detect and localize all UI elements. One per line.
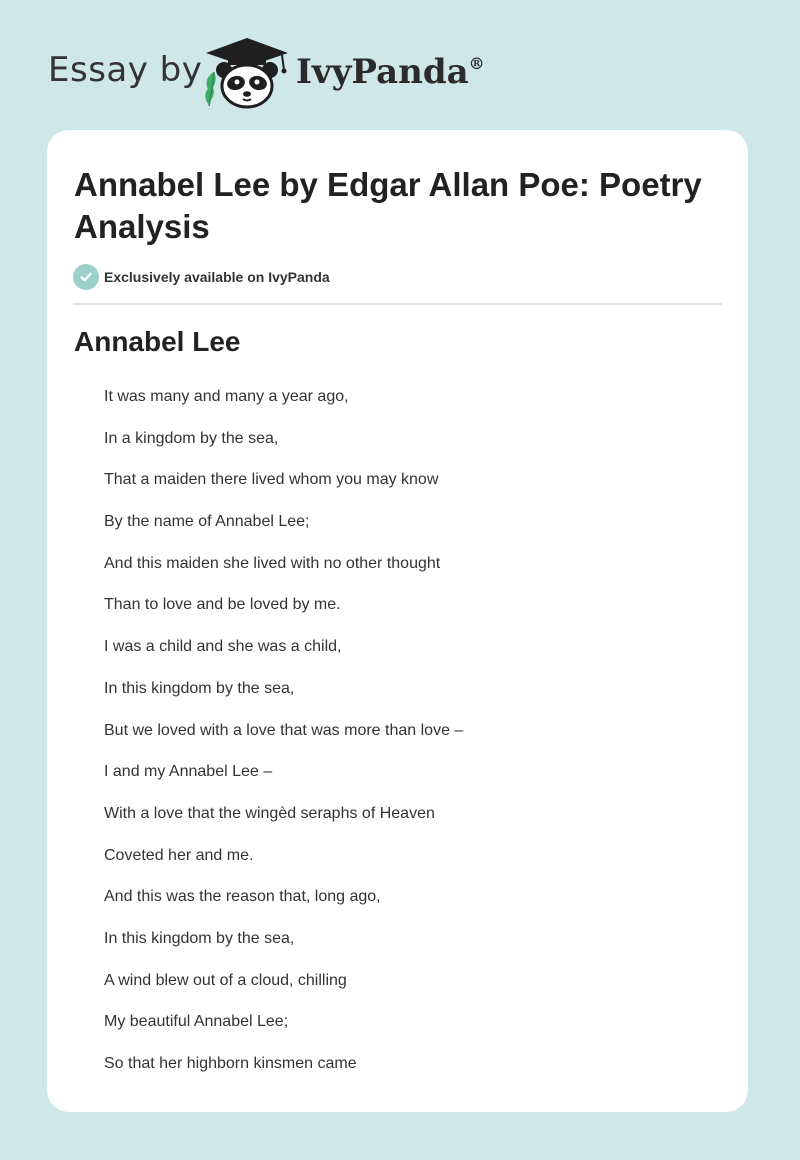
- poem-line: But we loved with a love that was more than love –: [104, 721, 464, 739]
- poem-line: My beautiful Annabel Lee;: [104, 1013, 289, 1031]
- poem-line: In this kingdom by the sea,: [104, 929, 295, 947]
- essay-by-label: Essay by: [48, 50, 203, 90]
- poem-line: And this was the reason that, long ago,: [104, 888, 381, 906]
- poem-line: In a kingdom by the sea,: [104, 429, 279, 447]
- poem-line: So that her highborn kinsmen came: [104, 1055, 357, 1072]
- poem-lines: [104, 386, 463, 1095]
- poem-line: A wind blew out of a cloud, chilling: [104, 971, 347, 989]
- brand-text: IvyPanda: [296, 52, 469, 92]
- poem-line: It was many and many a year ago,: [104, 388, 349, 405]
- section-heading: Annabel Lee: [74, 326, 241, 357]
- essay-card: [47, 130, 748, 1112]
- page-title: Annabel Lee by Edgar Allan Poe: Poetry Analysis: [74, 166, 702, 245]
- poem-line: With a love that the wingèd seraphs of Heaven: [104, 804, 435, 822]
- panda-logo-icon[interactable]: [200, 36, 294, 110]
- poem-line: And this maiden she lived with no other thought: [104, 554, 441, 572]
- exclusive-badge: [73, 263, 330, 291]
- poem-line: In this kingdom by the sea,: [104, 679, 295, 697]
- site-header: [0, 0, 800, 120]
- divider: [73, 303, 722, 305]
- poem-line: Coveted her and me.: [104, 846, 254, 864]
- check-icon: [73, 264, 99, 290]
- poem-line: I was a child and she was a child,: [104, 638, 342, 656]
- registered-mark: ®: [468, 54, 485, 73]
- poem-line: That a maiden there lived whom you may know: [104, 471, 439, 489]
- poem-line: By the name of Annabel Lee;: [104, 513, 310, 531]
- exclusive-label: Exclusively available on IvyPanda: [104, 269, 330, 285]
- brand-name[interactable]: [296, 52, 485, 92]
- poem-line: Than to love and be loved by me.: [104, 596, 341, 614]
- poem-line: I and my Annabel Lee –: [104, 763, 273, 781]
